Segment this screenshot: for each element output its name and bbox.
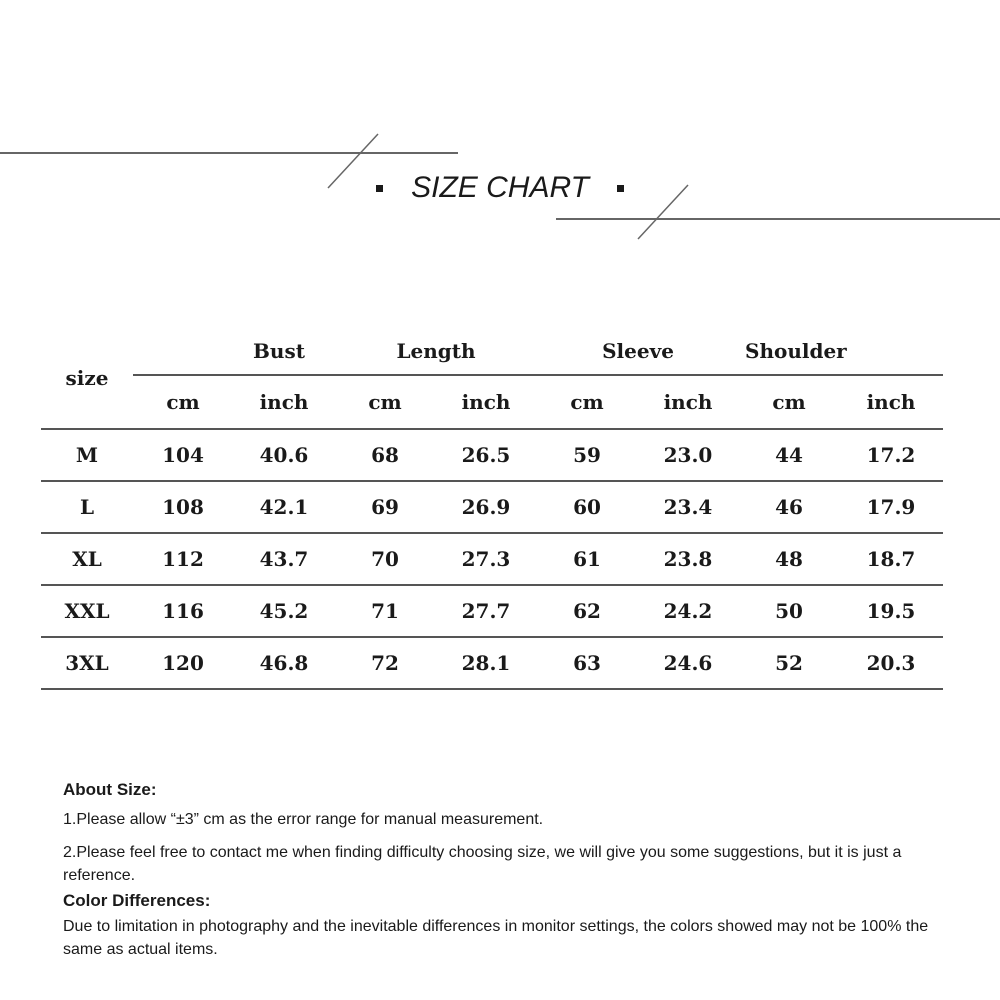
page-title: SIZE CHART [411,171,589,204]
table-row [41,585,943,637]
value-cell: 20.3 [839,637,943,689]
value-cell: 120 [133,637,233,689]
value-cell: 46.8 [233,637,335,689]
size-header: size [41,328,133,429]
value-cell: 50 [739,585,839,637]
size-cell: M [41,429,133,481]
value-cell: 27.3 [435,533,537,585]
value-cell: 43.7 [233,533,335,585]
decorative-lines [0,0,1000,260]
color-differences-heading: Color Differences: [63,891,211,910]
group-header-sleeve: Sleeve [602,339,674,363]
value-cell: 19.5 [839,585,943,637]
value-cell: 18.7 [839,533,943,585]
table-row [41,533,943,585]
value-cell: 70 [335,533,435,585]
value-cell: 44 [739,429,839,481]
value-cell: 104 [133,429,233,481]
value-cell: 42.1 [233,481,335,533]
unit-header: cm [335,375,435,429]
value-cell: 27.7 [435,585,537,637]
value-cell: 24.2 [637,585,739,637]
unit-header: cm [133,375,233,429]
header-unit-row [41,375,943,429]
value-cell: 46 [739,481,839,533]
value-cell: 69 [335,481,435,533]
value-cell: 72 [335,637,435,689]
size-cell: XL [41,533,133,585]
unit-header: inch [233,375,335,429]
unit-header: cm [739,375,839,429]
about-size-heading: About Size: [63,780,157,799]
value-cell: 23.0 [637,429,739,481]
table-row [41,481,943,533]
unit-header: inch [839,375,943,429]
value-cell: 45.2 [233,585,335,637]
table-row [41,429,943,481]
value-cell: 52 [739,637,839,689]
value-cell: 48 [739,533,839,585]
unit-header: cm [537,375,637,429]
header-group-row [41,328,943,375]
unit-header: inch [435,375,537,429]
group-header-bust: Bust [253,339,305,363]
about-size-note-1: 1.Please allow “±3” cm as the error range for manual measurement. [63,811,544,828]
title-block [0,168,1000,208]
table-row [41,637,943,689]
value-cell: 17.2 [839,429,943,481]
value-cell: 112 [133,533,233,585]
size-cell: 3XL [41,637,133,689]
value-cell: 71 [335,585,435,637]
value-cell: 63 [537,637,637,689]
group-header-shoulder: Shoulder [745,339,847,363]
about-size-note-2: 2.Please feel free to contact me when finding difficulty choosing size, we will give you some suggestions, but it is just a reference. [63,844,902,884]
title-bullet-right [617,185,624,192]
value-cell: 26.5 [435,429,537,481]
value-cell: 68 [335,429,435,481]
size-cell: L [41,481,133,533]
group-header-length: Length [396,339,476,363]
value-cell: 17.9 [839,481,943,533]
title-bullet-left [376,185,383,192]
value-cell: 62 [537,585,637,637]
value-cell: 60 [537,481,637,533]
color-differences-text: Due to limitation in photography and the inevitable differences in monitor settings, the colors showed may not be 100% the same as actual items. [63,918,929,958]
value-cell: 23.4 [637,481,739,533]
size-chart-table [41,328,943,690]
size-cell: XXL [41,585,133,637]
value-cell: 59 [537,429,637,481]
value-cell: 28.1 [435,637,537,689]
notes-section [63,778,943,961]
value-cell: 61 [537,533,637,585]
value-cell: 116 [133,585,233,637]
value-cell: 108 [133,481,233,533]
value-cell: 40.6 [233,429,335,481]
unit-header: inch [637,375,739,429]
value-cell: 24.6 [637,637,739,689]
value-cell: 26.9 [435,481,537,533]
value-cell: 23.8 [637,533,739,585]
